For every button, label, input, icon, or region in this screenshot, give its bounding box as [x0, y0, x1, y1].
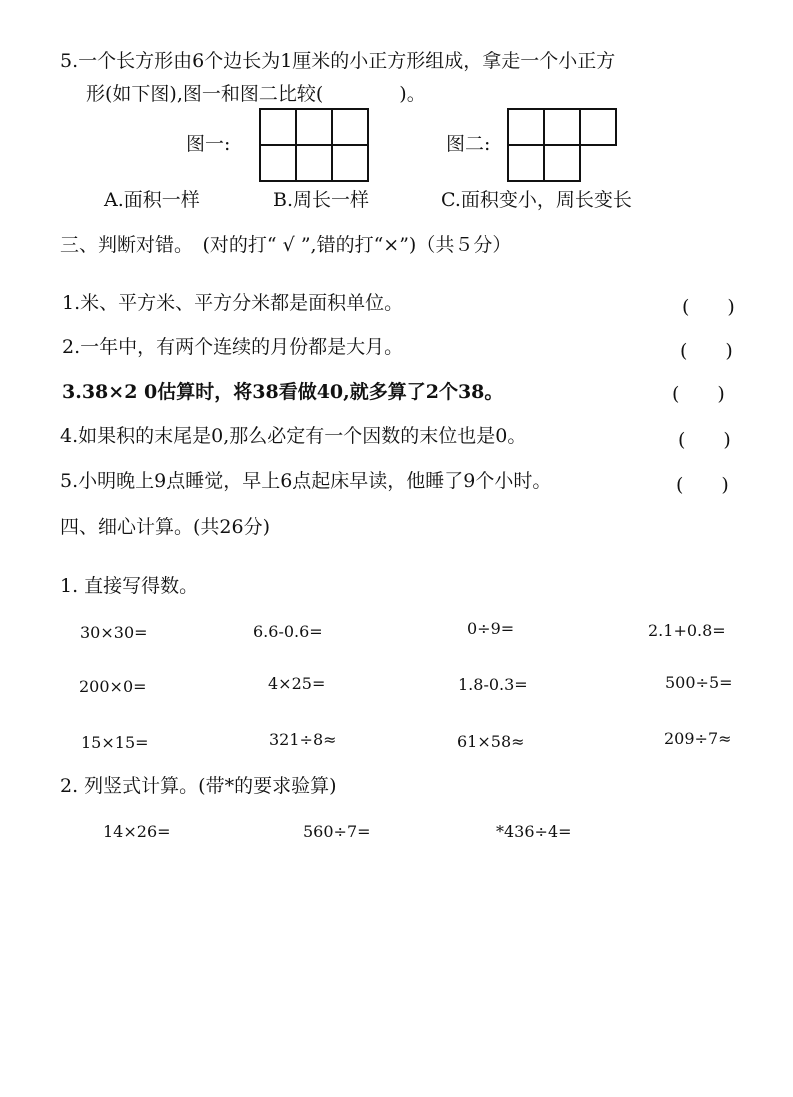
fig1-label: 图一: [186, 133, 231, 155]
answer-paren-2[interactable]: ( ) [680, 340, 733, 362]
option-b: B.周长一样 [273, 189, 370, 211]
calc-item: 321÷8≈ [269, 730, 337, 749]
figure-two-grid [507, 108, 617, 182]
option-a: A.面积一样 [104, 189, 200, 211]
section4-sub1: 1. 直接写得数。 [60, 575, 199, 597]
calc-item: 15×15= [81, 733, 149, 752]
calc-item: 1.8-0.3= [458, 675, 528, 694]
judge-item-5: 5.小明晚上9点睡觉，早上6点起床早读，他睡了9个小时。 [60, 470, 552, 492]
judge-item-3: 3.38×2 0估算时，将38看做40,就多算了2个38。 [62, 381, 504, 403]
calc-item: 61×58≈ [457, 732, 525, 751]
calc-item: 209÷7≈ [664, 729, 732, 748]
vertical-calc-item: *436÷4= [496, 822, 572, 841]
calc-item: 6.6-0.6= [253, 622, 323, 641]
q5-line2: 形(如下图),图一和图二比较( )。 [86, 83, 426, 105]
option-c: C.面积变小，周长变长 [441, 189, 632, 211]
vertical-calc-item: 14×26= [103, 822, 171, 841]
section3-title: 三、判断对错。 (对的打“ √ ”,错的打“×”)（共５分） [60, 234, 512, 256]
figure-one-grid [259, 108, 367, 182]
calc-item: 4×25= [268, 674, 326, 693]
answer-paren-1[interactable]: ( ) [682, 296, 735, 318]
fig2-label: 图二: [446, 133, 491, 155]
judge-item-2: 2.一年中，有两个连续的月份都是大月。 [62, 336, 404, 358]
calc-item: 30×30= [80, 623, 148, 642]
calc-item: 2.1+0.8= [648, 621, 726, 640]
section4-sub2: 2. 列竖式计算。(带*的要求验算) [60, 775, 337, 797]
answer-paren-4[interactable]: ( ) [678, 429, 731, 451]
answer-paren-3[interactable]: ( ) [672, 383, 725, 405]
calc-item: 0÷9= [467, 619, 515, 638]
answer-paren-5[interactable]: ( ) [676, 474, 729, 496]
judge-item-4: 4.如果积的末尾是0,那么必定有一个因数的末位也是0。 [60, 425, 527, 447]
calc-item: 200×0= [79, 677, 147, 696]
calc-item: 500÷5= [665, 673, 733, 692]
section4-title: 四、细心计算。(共26分) [60, 516, 271, 538]
q5-line1: 5.一个长方形由6个边长为1厘米的小正方形组成，拿走一个小正方 [60, 50, 616, 72]
vertical-calc-item: 560÷7= [303, 822, 371, 841]
judge-item-1: 1.米、平方米、平方分米都是面积单位。 [62, 292, 404, 314]
